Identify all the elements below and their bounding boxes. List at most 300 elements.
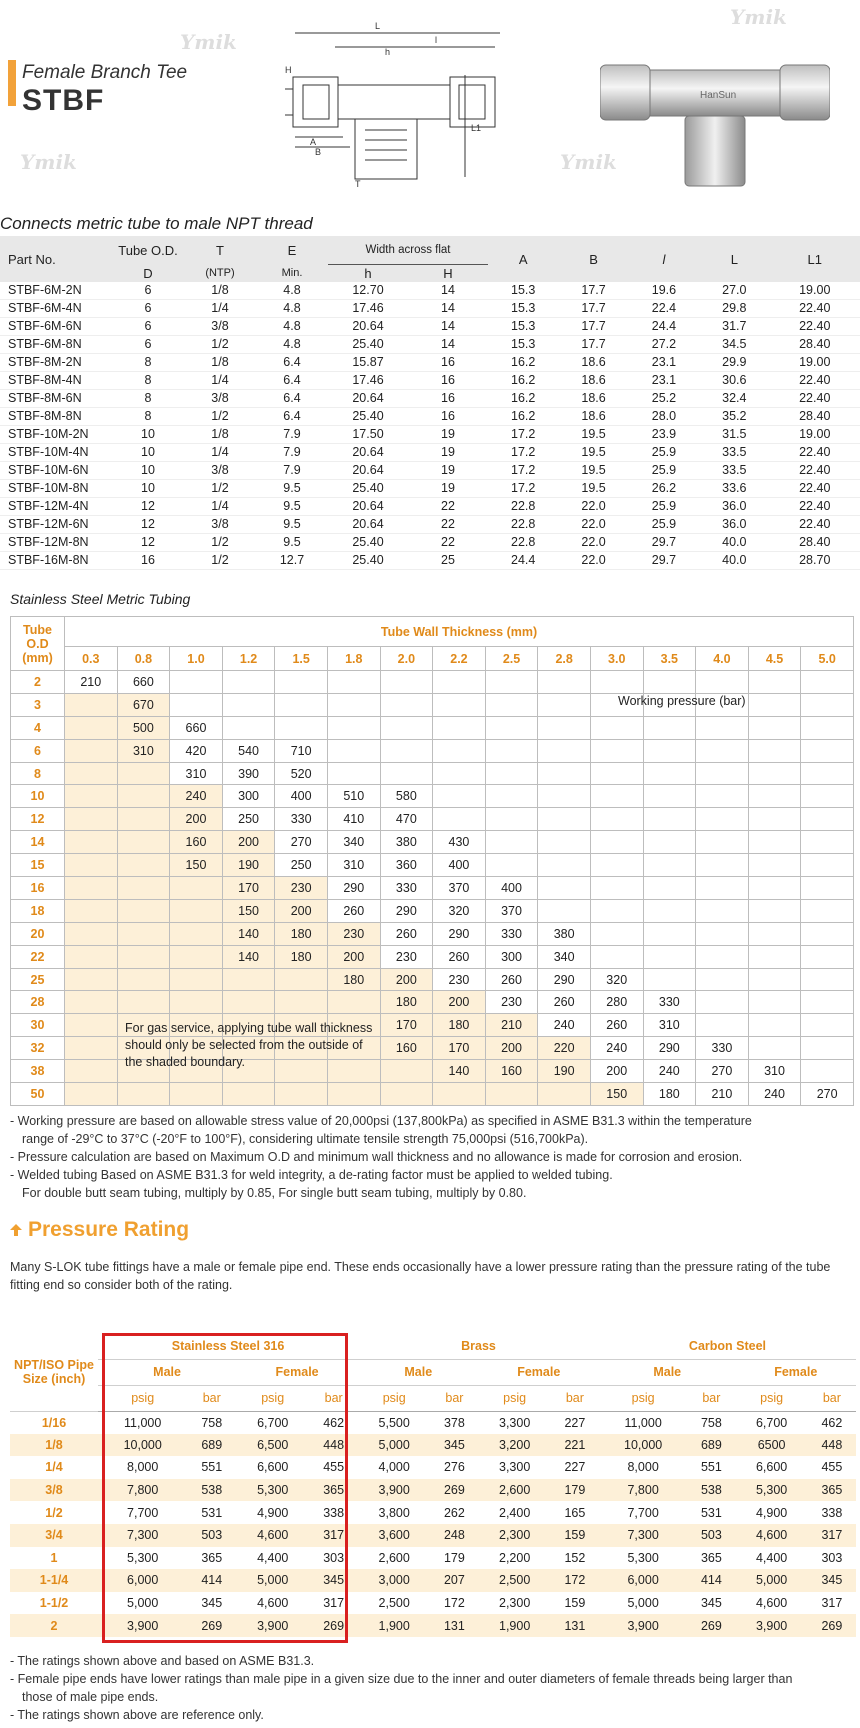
cell: 29.8	[722, 301, 747, 315]
pressure-cell: 230	[275, 877, 328, 900]
col-h-big: H	[408, 264, 488, 282]
cell: 15.3	[511, 301, 536, 315]
cell: 14	[441, 319, 455, 333]
rating-cell: 531	[201, 1505, 223, 1520]
cell: 22	[441, 499, 455, 513]
cell: 16	[441, 391, 455, 405]
cell: 1/2	[211, 535, 229, 549]
pressure-cell	[65, 739, 118, 762]
pressure-cell	[696, 739, 749, 762]
pressure-cell	[696, 922, 749, 945]
note-line: - The ratings shown above and based on ASME B31.3.	[10, 1654, 315, 1668]
thickness-header: 2.2	[433, 647, 486, 671]
table-row	[0, 444, 860, 462]
cell: 4.8	[283, 283, 301, 297]
rating-cell: 131	[551, 1614, 599, 1637]
cell: 1/8	[211, 355, 229, 369]
pressure-cell	[65, 877, 118, 900]
cell: 34.5	[722, 337, 747, 351]
rating-cell: 3,900	[735, 1614, 807, 1637]
cell: 28.40	[799, 337, 831, 351]
rating-cell: 2,300	[479, 1524, 551, 1547]
pressure-cell	[538, 693, 591, 716]
pressure-cell: 170	[433, 1037, 486, 1060]
cell: 6.4	[283, 391, 301, 405]
table-row	[11, 739, 854, 762]
rating-cell: 5,000	[127, 1596, 159, 1611]
pressure-cell	[170, 922, 223, 945]
rating-cell: 159	[551, 1524, 599, 1547]
table-row	[0, 354, 860, 372]
cell: 6	[144, 319, 152, 333]
pressure-cell: 200	[380, 968, 433, 991]
pressure-cell	[327, 716, 380, 739]
cell: 16.2	[511, 373, 536, 387]
cell: 1/4	[211, 445, 229, 459]
cell: 17.7	[581, 337, 606, 351]
pressure-cell: 240	[643, 1060, 696, 1083]
pressure-cell	[65, 1060, 118, 1083]
cell: 25.40	[352, 481, 384, 495]
rating-cell: 4,600	[735, 1524, 807, 1547]
pressure-cell: 180	[380, 991, 433, 1014]
table-row	[11, 991, 854, 1014]
cell: 1/2	[211, 409, 229, 423]
rating-cell: 3,600	[358, 1524, 430, 1547]
col-a: A	[488, 236, 558, 282]
table-row	[10, 1411, 856, 1434]
rating-cell: 3,300	[499, 1415, 531, 1430]
rating-cell: 503	[187, 1524, 236, 1547]
psig-header: psig	[236, 1385, 309, 1411]
pressure-cell: 330	[696, 1037, 749, 1060]
pressure-cell	[117, 991, 170, 1014]
pressure-cell	[801, 1060, 854, 1083]
pressure-cell	[485, 671, 538, 694]
pressure-cell	[801, 808, 854, 831]
cell: 25.9	[651, 463, 677, 477]
note-line: - The ratings shown above are reference only.	[10, 1708, 264, 1722]
rating-cell: 4,400	[257, 1550, 289, 1565]
cell: 18.6	[581, 373, 606, 387]
pressure-cell: 170	[222, 877, 275, 900]
tube-size: 14	[11, 831, 65, 854]
pressure-cell	[748, 854, 801, 877]
pressure-cell: 380	[380, 831, 433, 854]
pressure-cell	[748, 945, 801, 968]
pressure-cell	[485, 831, 538, 854]
pressure-cell: 200	[327, 945, 380, 968]
pressure-cell: 330	[485, 922, 538, 945]
rating-cell: 6,000	[98, 1569, 187, 1592]
part-number: STBF-6M-8N	[8, 337, 82, 351]
part-number: STBF-12M-4N	[8, 499, 89, 513]
pressure-cell	[433, 762, 486, 785]
rating-cell: 227	[564, 1460, 586, 1475]
rating-cell: 2,500	[479, 1569, 551, 1592]
pressure-cell	[170, 899, 223, 922]
rating-cell: 7,300	[98, 1524, 187, 1547]
cell: 33.5	[722, 445, 747, 459]
cell: 17.2	[511, 445, 536, 459]
table-row	[11, 899, 854, 922]
pressure-cell	[380, 739, 433, 762]
table-row	[0, 462, 860, 480]
svg-text:HanSun: HanSun	[700, 90, 737, 101]
pressure-cell: 220	[538, 1037, 591, 1060]
pressure-cell: 200	[590, 1060, 643, 1083]
pressure-cell: 710	[275, 739, 328, 762]
pressure-cell	[801, 831, 854, 854]
psig-header: psig	[358, 1385, 430, 1411]
rating-cell: 179	[551, 1479, 599, 1502]
tubing-size-header: Tube O.D (mm)	[11, 617, 65, 671]
rating-cell: 455	[821, 1460, 843, 1475]
pressure-cell	[748, 693, 801, 716]
pressure-cell	[222, 1083, 275, 1106]
pressure-cell	[117, 1083, 170, 1106]
pressure-cell	[590, 922, 643, 945]
pressure-cell	[643, 968, 696, 991]
cell: 29.7	[651, 535, 677, 549]
pressure-cell: 290	[538, 968, 591, 991]
pressure-cell: 180	[275, 922, 328, 945]
pressure-cell	[748, 716, 801, 739]
rating-cell: 378	[443, 1415, 465, 1430]
col-tube-od-sub: D	[112, 264, 184, 282]
rating-cell: 2,600	[479, 1479, 551, 1502]
cell: 23.9	[651, 427, 677, 441]
pressure-cell	[801, 671, 854, 694]
pin-icon	[10, 1224, 22, 1236]
pressure-cell	[65, 808, 118, 831]
cell: 22.40	[799, 463, 831, 477]
cell: 28.40	[799, 535, 831, 549]
table-row	[0, 552, 860, 570]
pressure-cell	[748, 762, 801, 785]
rating-cell: 7,300	[599, 1524, 687, 1547]
table-row	[0, 336, 860, 354]
pressure-cell	[590, 831, 643, 854]
pressure-cell: 290	[433, 922, 486, 945]
pressure-cell: 150	[222, 899, 275, 922]
pressure-cell: 300	[485, 945, 538, 968]
product-model: STBF	[22, 84, 105, 117]
cell: 25.40	[352, 337, 384, 351]
pressure-cell	[380, 1060, 433, 1083]
thickness-header: 3.0	[590, 647, 643, 671]
rating-cell: 758	[201, 1415, 223, 1430]
rating-cell: 5,000	[358, 1434, 430, 1457]
rating-cell: 269	[309, 1614, 358, 1637]
part-number: STBF-8M-6N	[8, 391, 82, 405]
rating-cell: 2,300	[499, 1596, 531, 1611]
rating-cell: 7,800	[599, 1479, 687, 1502]
pressure-cell	[485, 716, 538, 739]
pressure-cell: 210	[485, 1014, 538, 1037]
cell: 19.5	[581, 427, 606, 441]
cell: 17.50	[352, 427, 384, 441]
rating-cell: 414	[687, 1569, 735, 1592]
rating-cell: 269	[808, 1614, 856, 1637]
cell: 3/8	[211, 517, 229, 531]
pressure-cell	[65, 785, 118, 808]
pressure-cell	[643, 945, 696, 968]
bar-header: bar	[551, 1385, 599, 1411]
pressure-cell	[117, 899, 170, 922]
pressure-cell	[643, 739, 696, 762]
cell: 17.2	[511, 481, 536, 495]
pressure-cell: 200	[485, 1037, 538, 1060]
cell: 32.4	[722, 391, 747, 405]
cell: 19.00	[799, 355, 831, 369]
col-tube-od: Tube O.D.	[112, 236, 184, 264]
cell: 25.9	[651, 499, 677, 513]
rating-cell: 227	[564, 1415, 586, 1430]
pressure-cell	[590, 945, 643, 968]
col-e: E	[256, 236, 328, 264]
cell: 18.6	[581, 409, 606, 423]
rating-cell: 365	[808, 1479, 856, 1502]
cell: 20.64	[352, 391, 384, 405]
pressure-cell: 270	[801, 1083, 854, 1106]
material-ss316: Stainless Steel 316	[98, 1333, 358, 1359]
rating-cell: 531	[700, 1505, 722, 1520]
rating-cell: 689	[687, 1434, 735, 1457]
rating-cell: 551	[700, 1460, 722, 1475]
pressure-cell: 180	[275, 945, 328, 968]
cell: 18.6	[581, 391, 606, 405]
note-line: - Pressure calculation are based on Maximum O.D and minimum wall thickness and no allowance is made for corrosion and erosion.	[10, 1150, 743, 1164]
pressure-cell	[275, 693, 328, 716]
cell: 23.1	[651, 373, 677, 387]
col-width: Width across flat	[328, 236, 488, 264]
pressure-cell: 330	[380, 877, 433, 900]
rating-cell: 269	[687, 1614, 735, 1637]
col-part: Part No.	[0, 236, 112, 282]
cell: 22.0	[581, 517, 606, 531]
pressure-cell: 300	[222, 785, 275, 808]
rating-cell: 172	[551, 1569, 599, 1592]
cell: 8	[144, 409, 152, 423]
cell: 29.9	[722, 355, 747, 369]
thickness-header: 2.8	[538, 647, 591, 671]
rating-cell: 4,400	[755, 1550, 788, 1565]
rating-cell: 365	[309, 1479, 358, 1502]
pressure-cell	[65, 945, 118, 968]
cell: 1/4	[211, 373, 229, 387]
rating-cell: 551	[201, 1460, 223, 1475]
rating-cell: 8,000	[127, 1460, 159, 1475]
tube-size: 32	[11, 1037, 65, 1060]
pressure-cell	[327, 693, 380, 716]
thickness-header: 2.5	[485, 647, 538, 671]
pressure-cell	[643, 785, 696, 808]
cell: 16.2	[511, 409, 536, 423]
rating-cell: 448	[309, 1434, 358, 1457]
material-carbon-steel: Carbon Steel	[599, 1333, 856, 1359]
pressure-cell	[222, 693, 275, 716]
pressure-cell	[538, 739, 591, 762]
cell: 17.2	[511, 463, 536, 477]
cell: 19.00	[799, 283, 831, 297]
cell: 18.6	[581, 355, 606, 369]
pressure-cell: 180	[327, 968, 380, 991]
cell: 17.46	[352, 301, 384, 315]
pressure-cell	[433, 739, 486, 762]
pressure-cell: 400	[485, 877, 538, 900]
cell: 10	[141, 481, 155, 495]
rating-cell: 338	[323, 1505, 345, 1520]
tube-size: 25	[11, 968, 65, 991]
pressure-cell	[327, 671, 380, 694]
rating-cell: 503	[687, 1524, 735, 1547]
rating-cell: 338	[821, 1505, 843, 1520]
table-row	[10, 1614, 856, 1637]
pressure-cell	[538, 762, 591, 785]
pressure-cell: 670	[117, 693, 170, 716]
pressure-cell	[170, 1083, 223, 1106]
cell: 12	[141, 499, 155, 513]
rating-cell: 317	[309, 1524, 358, 1547]
pressure-cell	[485, 739, 538, 762]
pipe-size: 3/4	[10, 1524, 98, 1547]
bar-header: bar	[687, 1385, 735, 1411]
cell: 10	[141, 445, 155, 459]
part-number: STBF-10M-8N	[8, 481, 89, 495]
pressure-cell	[801, 739, 854, 762]
thickness-header: 1.5	[275, 647, 328, 671]
pressure-cell: 290	[380, 899, 433, 922]
pressure-cell: 410	[327, 808, 380, 831]
pipe-size: 2	[10, 1614, 98, 1637]
cell: 29.7	[651, 553, 677, 567]
pressure-cell	[117, 808, 170, 831]
pressure-cell	[117, 831, 170, 854]
rating-cell: 448	[808, 1434, 856, 1457]
rating-cell: 248	[430, 1524, 478, 1547]
pressure-cell	[801, 1037, 854, 1060]
cell: 22.40	[799, 499, 831, 513]
pressure-cell: 250	[275, 854, 328, 877]
pressure-cell	[748, 739, 801, 762]
tube-size: 18	[11, 899, 65, 922]
pressure-rating-text: Many S-LOK tube fittings have a male or female pipe end. These ends occasionally have a lower pressure rating than the pressure rating of the tube fitting end so consider both of the rating.	[10, 1260, 831, 1292]
cell: 6.4	[283, 409, 301, 423]
pressure-cell	[590, 739, 643, 762]
pressure-cell	[538, 899, 591, 922]
pressure-cell	[170, 991, 223, 1014]
pressure-cell	[538, 854, 591, 877]
pressure-cell	[801, 716, 854, 739]
thickness-header: 5.0	[801, 647, 854, 671]
pressure-cell: 470	[380, 808, 433, 831]
rating-cell: 462	[323, 1415, 345, 1430]
pressure-cell: 310	[117, 739, 170, 762]
cell: 28.70	[799, 553, 831, 567]
rating-cell: 3,900	[599, 1614, 687, 1637]
pressure-cell	[433, 693, 486, 716]
table-row	[10, 1434, 856, 1457]
cell: 19.5	[581, 463, 606, 477]
pressure-cell	[485, 785, 538, 808]
cell: 15.3	[511, 283, 536, 297]
working-pressure-label: Working pressure (bar)	[618, 694, 746, 708]
cell: 25.9	[651, 517, 677, 531]
pressure-cell: 360	[380, 854, 433, 877]
cell: 19	[441, 427, 455, 441]
cell: 12.70	[352, 283, 384, 297]
pressure-cell	[433, 808, 486, 831]
pressure-cell: 180	[643, 1083, 696, 1106]
pressure-cell: 430	[433, 831, 486, 854]
cell: 15.87	[352, 355, 384, 369]
pressure-cell	[590, 716, 643, 739]
table-row	[10, 1501, 856, 1524]
table-row	[11, 785, 854, 808]
cell: 14	[441, 283, 455, 297]
col-l1: L1	[770, 236, 860, 282]
cell: 25.9	[651, 445, 677, 459]
cell: 9.5	[283, 517, 301, 531]
pressure-cell	[696, 808, 749, 831]
rating-cell: 5,300	[627, 1550, 659, 1565]
pressure-cell	[222, 671, 275, 694]
cell: 1/8	[211, 283, 229, 297]
pressure-cell: 260	[380, 922, 433, 945]
pressure-cell: 320	[433, 899, 486, 922]
cell: 19.5	[581, 445, 606, 459]
pressure-cell	[696, 899, 749, 922]
rating-cell: 455	[323, 1460, 345, 1475]
pressure-cell	[801, 785, 854, 808]
pressure-cell	[696, 945, 749, 968]
tube-size: 2	[11, 671, 65, 694]
part-number: STBF-6M-2N	[8, 283, 82, 297]
pressure-cell	[643, 831, 696, 854]
pressure-cell: 420	[170, 739, 223, 762]
rating-cell: 5,500	[378, 1415, 410, 1430]
cell: 22.8	[511, 499, 536, 513]
rating-cell: 6500	[735, 1434, 807, 1457]
rating-cell: 345	[201, 1596, 223, 1611]
col-l-big: L	[699, 236, 769, 282]
rating-cell: 758	[700, 1415, 722, 1430]
pressure-cell	[590, 762, 643, 785]
rating-cell: 5,300	[236, 1479, 309, 1502]
svg-text:h: h	[385, 47, 391, 57]
cell: 6.4	[283, 373, 301, 387]
svg-text:H: H	[285, 65, 292, 75]
psig-header: psig	[735, 1385, 807, 1411]
rating-cell: 5,000	[735, 1569, 807, 1592]
pipe-size: 1/4	[45, 1460, 63, 1475]
pressure-cell	[748, 671, 801, 694]
pressure-cell	[275, 991, 328, 1014]
table-row	[11, 968, 854, 991]
pressure-cell	[327, 991, 380, 1014]
pressure-cell	[65, 1037, 118, 1060]
svg-text:l: l	[435, 35, 437, 45]
rating-cell: 4,600	[257, 1596, 289, 1611]
pressure-cell	[380, 671, 433, 694]
rating-cell: 538	[187, 1479, 236, 1502]
pressure-cell	[117, 945, 170, 968]
rating-cell: 3,300	[499, 1460, 531, 1475]
table-row	[11, 1083, 854, 1106]
pressure-cell	[801, 922, 854, 945]
rating-cell: 1,900	[479, 1614, 551, 1637]
